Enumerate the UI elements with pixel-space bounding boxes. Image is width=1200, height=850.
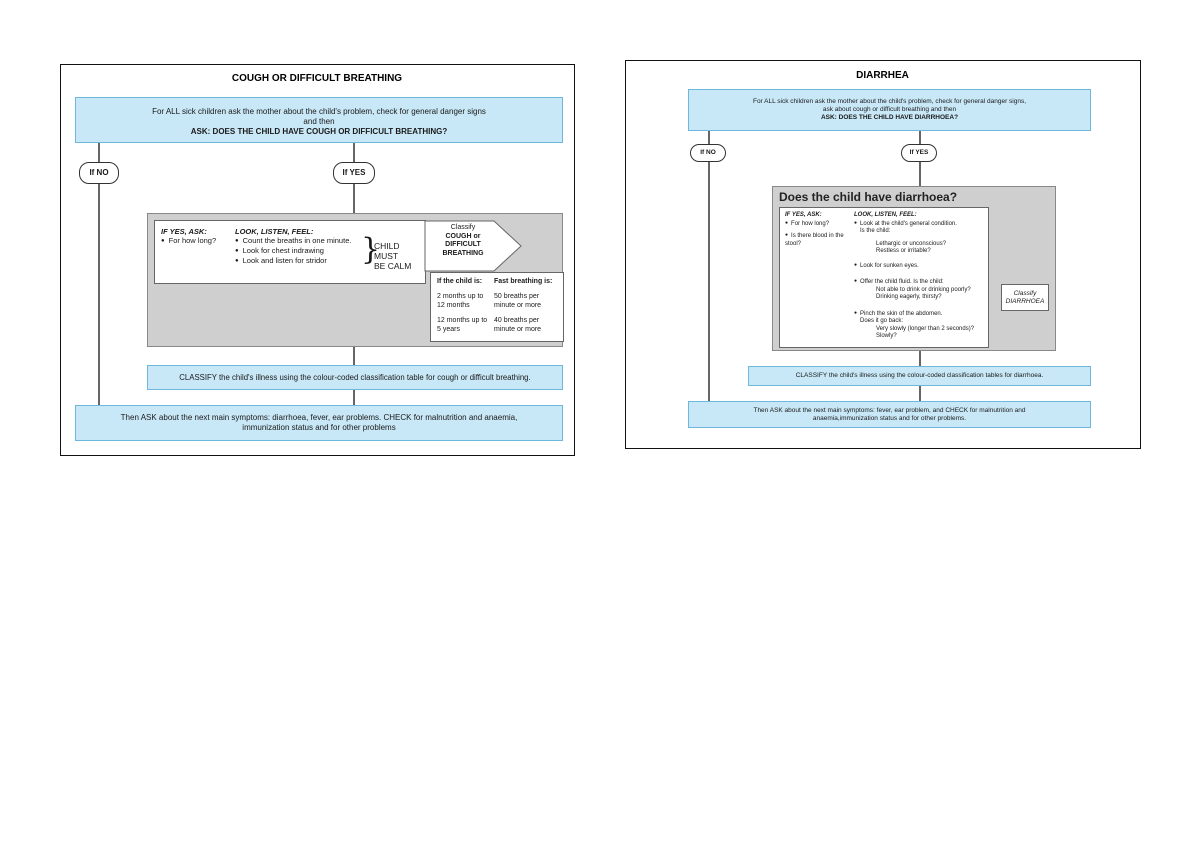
diarrhea-look-sub: Slowly? <box>876 333 897 339</box>
cough-if-no-label: If NO <box>79 162 119 184</box>
cough-top-instruction-box <box>75 97 563 143</box>
cough-bottom-line2: immunization status and for other problems <box>242 423 396 432</box>
cough-top-line3: ASK: DOES THE CHILD HAVE COUGH OR DIFFICULT BREATHING? <box>190 127 448 136</box>
diarrhea-look-sub: Drinking eagerly, thirsty? <box>876 294 942 300</box>
diarrhea-look-sub: Very slowly (longer than 2 seconds)? <box>876 325 975 332</box>
cough-classify-line2: COUGH or <box>445 232 481 240</box>
diarrhea-look-section <box>854 212 988 341</box>
cough-calm-line1: CHILD MUST <box>374 241 400 261</box>
cough-classify-line1: Classify <box>450 224 476 231</box>
diarrhea-classify-bar: CLASSIFY the child's illness using the colour-coded classification tables for diarrhoea. <box>748 366 1091 386</box>
curly-brace-icon: } <box>361 232 381 267</box>
table-row-age: 12 months up to 5 years <box>437 317 488 333</box>
diarrhea-ask-heading: IF YES, ASK: <box>785 212 822 218</box>
diarrhea-top-line2: ask about cough or difficult breathing and then <box>822 106 957 113</box>
cough-calm-line2: BE CALM <box>374 261 412 271</box>
diarrhea-classify-box <box>1001 284 1049 311</box>
cough-look-section <box>235 227 370 266</box>
diarrhea-no-line <box>708 131 710 401</box>
diarrhea-bottom-instruction-box <box>688 401 1091 428</box>
table-row-age: 2 months up to 12 months <box>437 293 484 309</box>
diarrhea-box-title: Does the child have diarrhoea? <box>779 190 958 204</box>
diarrhea-ask-look-card <box>779 207 989 348</box>
diarrhea-classify-line2: DIARRHOEA <box>1005 298 1045 305</box>
diarrhea-look-sub: Does it go back: <box>860 318 904 324</box>
table-header-left: If the child is: <box>437 278 483 285</box>
cough-look-item: ● Look and listen for stridor <box>235 256 370 266</box>
diarrhea-bottom-line2: anaemia,immunization status and for other problems. <box>812 415 967 422</box>
diarrhea-look-item: ● Look at the child's general condition. <box>854 220 988 229</box>
cough-title: COUGH OR DIFFICULT BREATHING <box>231 73 403 84</box>
diarrhea-yes-line-mid <box>919 351 921 366</box>
diarrhea-bottom-line1: Then ASK about the next main symptoms: fever, ear problem, and CHECK for malnutrition and <box>753 407 1026 414</box>
diarrhea-yes-line-bottom <box>919 386 921 401</box>
diarrhea-look-sub: Restless or irritable? <box>876 248 931 254</box>
diarrhea-look-heading: LOOK, LISTEN, FEEL: <box>854 212 917 218</box>
diarrhea-assessment-box <box>772 186 1056 351</box>
cough-bottom-instruction-box <box>75 405 563 441</box>
diarrhea-flowchart-panel <box>625 60 1141 449</box>
cough-fast-breathing-table <box>430 272 564 342</box>
diarrhea-look-item: ● Pinch the skin of the abdomen. <box>854 310 988 319</box>
cough-ask-heading: IF YES, ASK: <box>161 227 207 236</box>
cough-ask-section <box>161 227 231 246</box>
table-header-right: Fast breathing is: <box>494 278 553 285</box>
diarrhea-look-item: ● Offer the child fluid. Is the child: <box>854 278 988 287</box>
cough-look-item: ● Count the breaths in one minute. <box>235 236 370 246</box>
cough-top-line2: and then <box>303 117 335 126</box>
cough-classify-arrow <box>431 224 495 258</box>
cough-yes-line-mid <box>353 347 355 365</box>
cough-bottom-line1: Then ASK about the next main symptoms: diarrhoea, fever, ear problems. CHECK for malnutrition and anaemia, <box>120 413 518 422</box>
diarrhea-top-instruction-box <box>688 89 1091 131</box>
diarrhea-ask-item: ● For how long? <box>785 220 851 229</box>
diarrhea-title: DIARRHEA <box>856 70 909 81</box>
cough-if-yes-label: If YES <box>333 162 375 184</box>
cough-top-line1: For ALL sick children ask the mother about the child's problem, check for general danger signs <box>152 107 486 116</box>
cough-flowchart-panel <box>60 64 575 456</box>
diarrhea-look-sub: Is the child: <box>860 228 891 234</box>
table-row-rate: 40 breaths per minute or more <box>494 317 542 333</box>
cough-classify-line3: DIFFICULT <box>445 241 481 248</box>
diarrhea-look-item: ● Look for sunken eyes. <box>854 262 988 271</box>
diarrhea-classify-line1: Classify <box>1013 290 1037 297</box>
cough-ask-item: ● For how long? <box>161 236 231 246</box>
diarrhea-if-yes-label: If YES <box>901 144 937 162</box>
diarrhea-look-sub: Not able to drink or drinking poorly? <box>876 286 971 293</box>
diarrhea-if-no-label: If NO <box>690 144 726 162</box>
cough-yes-line-bottom <box>353 390 355 405</box>
diarrhea-ask-item: ● Is there blood in the stool? <box>785 232 851 248</box>
cough-calm-note <box>374 241 425 271</box>
cough-classify-bar: CLASSIFY the child's illness using the colour-coded classification table for cough or difficult breathing. <box>147 365 563 390</box>
cough-classify-line4: BREATHING <box>442 249 484 257</box>
diarrhea-top-line1: For ALL sick children ask the mother about the child's problem, check for general danger signs, <box>752 98 1027 105</box>
cough-look-item: ● Look for chest indrawing <box>235 246 370 256</box>
table-row-rate: 50 breaths per minute or more <box>494 293 542 309</box>
cough-assessment-box <box>147 213 563 347</box>
diarrhea-top-line3: ASK: DOES THE CHILD HAVE DIARRHOEA? <box>820 114 959 121</box>
diarrhea-look-sub: Lethargic or unconscious? <box>876 240 947 247</box>
cough-ask-look-card <box>154 220 426 284</box>
cough-look-heading: LOOK, LISTEN, FEEL: <box>235 227 314 236</box>
diarrhea-ask-section <box>785 212 851 248</box>
